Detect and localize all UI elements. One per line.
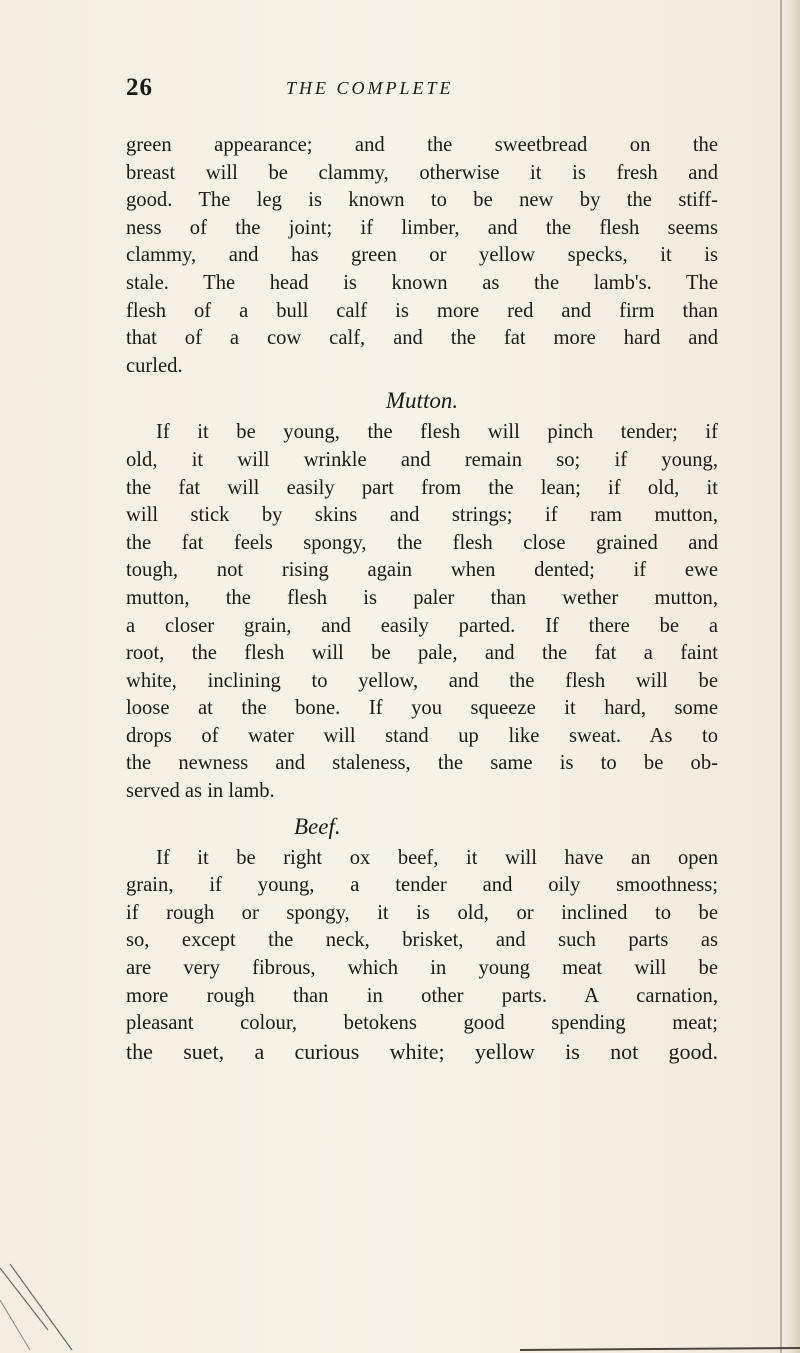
text-line: so, except the neck, brisket, and such parts as [126,929,718,952]
section-heading-beef: Beef. [294,813,341,839]
page-header [126,72,716,112]
text-line: If it be right ox beef, it will have an open [156,846,718,869]
text-line: more rough than in other parts. A carnation, [126,984,718,1007]
text-line: If it be young, the flesh will pinch tender; if [156,421,718,444]
section-heading-mutton: Mutton. [385,388,459,414]
text-line: that of a cow calf, and the fat more hard and [126,327,718,350]
text-line: grain, if young, a tender and oily smoothness; [126,874,718,897]
text-line: ness of the joint; if limber, and the flesh seems [126,216,718,239]
page-number: 26 [126,74,153,101]
text-line: green appearance; and the sweetbread on the [126,134,718,156]
text-line: root, the flesh will be pale, and the fat a faint [126,642,718,665]
page-body [126,132,718,1065]
text-line: curled. [126,354,183,377]
text-line: will stick by skins and strings; if ram mutton, [126,504,718,527]
text-line: flesh of a bull calf is more red and firm than [126,299,718,322]
mutton-paragraph [126,419,718,805]
text-line: tough, not rising again when dented; if ewe [126,559,718,582]
text-line: breast will be clammy, otherwise it is fresh and [126,161,718,184]
lamb-paragraph [126,132,718,380]
text-line: mutton, the flesh is paler than wether mutton, [126,586,718,609]
page-corner-marks [0,1260,800,1353]
page-edge [780,0,800,1353]
text-line: a closer grain, and easily parted. If there be a [126,614,718,637]
text-line: drops of water will stand up like sweat. As to [126,724,718,747]
text-line: the newness and staleness, the same is to be ob- [126,752,718,775]
text-line: clammy, and has green or yellow specks, it is [126,244,718,267]
text-line: are very fibrous, which in young meat will be [126,957,718,980]
text-line: good. The leg is known to be new by the stiff- [126,189,718,212]
text-line: loose at the bone. If you squeeze it hard, some [126,697,718,720]
text-line: stale. The head is known as the lamb's. The [126,271,718,294]
beef-paragraph [126,845,718,1066]
text-line: old, it will wrinkle and remain so; if young, [126,448,718,471]
text-line: the fat will easily part from the lean; if old, it [126,476,718,499]
text-line: the suet, a curious white; yellow is not good. [126,1038,718,1064]
text-line: the fat feels spongy, the flesh close grained and [126,531,718,554]
text-line: white, inclining to yellow, and the flesh will be [126,669,718,692]
text-line: if rough or spongy, it is old, or inclined to be [126,901,718,924]
running-head: THE COMPLETE [286,78,454,98]
text-line: pleasant colour, betokens good spending meat; [126,1012,718,1035]
text-line: served as in lamb. [126,780,275,803]
